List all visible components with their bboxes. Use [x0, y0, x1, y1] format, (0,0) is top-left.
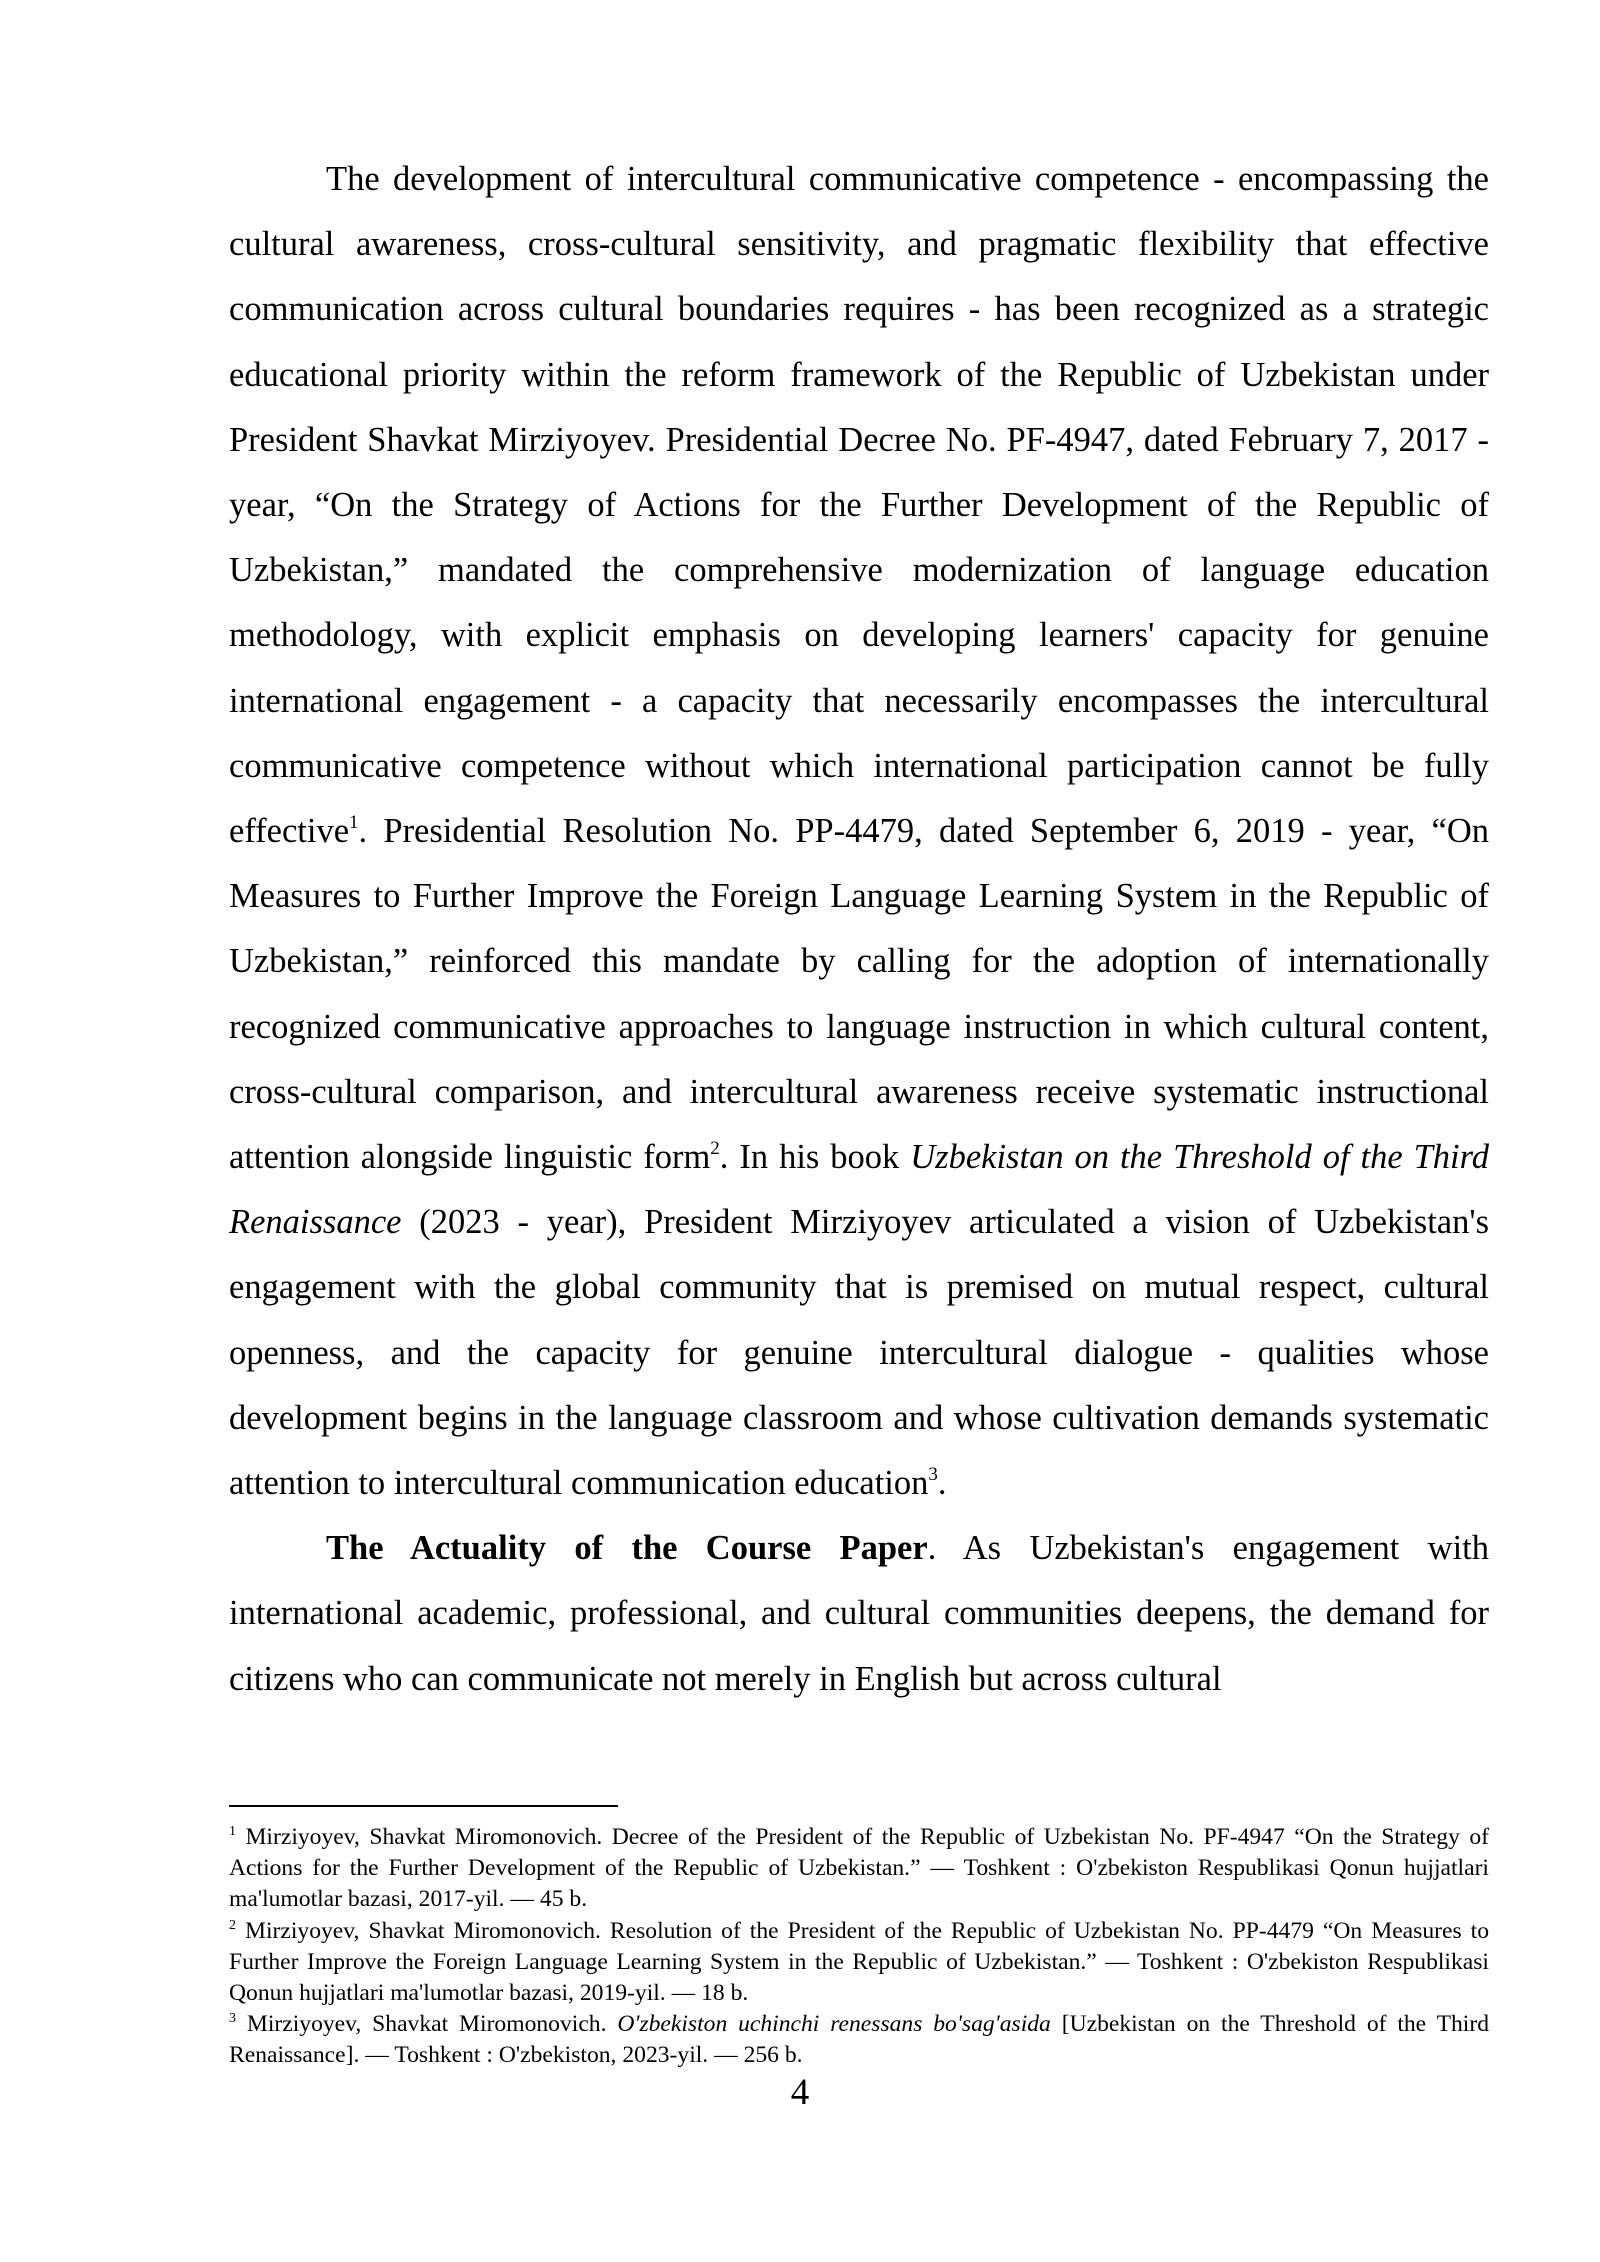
- page-number: 4: [790, 2072, 810, 2113]
- section-heading-actuality: The Actuality of the Course Paper: [326, 1529, 928, 1568]
- paragraph-1-text-b: . Presidential Resolution No. PP-4479, dated September 6, 2019 - year, “On Measures to Further Improve the Foreign Language Learning System in the Republic of Uzbekistan,” reinforced this mandate by calling for the adoption of internationally recognized communicative approaches to language instruction in which cultural content, cross-cultural comparison, and intercultural awareness receive systematic instructional attention alongside linguistic form: [229, 812, 1489, 1177]
- paragraph-1: [229, 147, 1489, 1516]
- footnote-3-text-pre: Mirziyoyev, Shavkat Miromonovich.: [236, 2011, 618, 2038]
- footnote-3-number: 3: [229, 2011, 236, 2027]
- footnote-1-number: 1: [229, 1824, 236, 1840]
- footnote-2: [229, 1916, 1489, 2010]
- paragraph-1-text-c: . In his book: [719, 1138, 911, 1177]
- footnote-ref-3[interactable]: 3: [928, 1463, 938, 1485]
- book-title: Uzbekistan on the Threshold of the Third Renaissance: [229, 1138, 1490, 1242]
- footnote-2-text: Mirziyoyev, Shavkat Miromonovich. Resolution of the President of the Republic of Uzbekistan No. PP-4479 “On Measures to Further Improve the Foreign Language Learning System in the Republic of Uzbekistan.” — Toshkent : O'zbekiston Respublikasi Qonun hujjatlari ma'lumotlar bazasi, 2019-yil. — 18 b.: [229, 1917, 1489, 2007]
- paragraph-1-text-d: (2023 - year), President Mirziyoyev articulated a vision of Uzbekistan's engagement with the global community that is premised on mutual respect, cultural openness, and the capacity for genuine intercultural dialogue - qualities whose development begins in the language classroom and whose cultivation demands systematic attention to intercultural communication education: [229, 1203, 1489, 1503]
- footnotes: [229, 1822, 1489, 2072]
- footnote-ref-1[interactable]: 1: [349, 811, 359, 833]
- paragraph-1-text-e: .: [937, 1464, 947, 1503]
- paragraph-2: [229, 1516, 1489, 1712]
- body-text: [229, 147, 1489, 1712]
- footnote-3-text-post: [Uzbekistan on the Threshold of the Third Renaissance]. — Toshkent : O'zbekiston, 2023-yil. — 256 b.: [229, 2011, 1490, 2069]
- footnote-ref-2[interactable]: 2: [710, 1137, 720, 1159]
- footnote-3: [229, 2009, 1489, 2071]
- footnote-1: [229, 1822, 1489, 1916]
- footnote-1-text: Mirziyoyev, Shavkat Miromonovich. Decree of the President of the Republic of Uzbekistan No. PF-4947 “On the Strategy of Actions for the Further Development of the Republic of Uzbekistan.” — Toshkent : O'zbekiston Respublikasi Qonun hujjatlari ma'lumotlar bazasi, 2017-yil. — 45 b.: [229, 1824, 1489, 1913]
- footnote-2-number: 2: [229, 1917, 236, 1933]
- paragraph-1-text-a: The development of intercultural communicative competence - encompassing the cultural awareness, cross-cultural sensitivity, and pragmatic flexibility that effective communication across cultural boundaries requires - has been recognized as a strategic educational priority within the reform framework of the Republic of Uzbekistan under President Shavkat Mirziyoyev. Presidential Decree No. PF-4947, dated February 7, 2017 - year, “On the Strategy of Actions for the Further Development of the Republic of Uzbekistan,” mandated the comprehensive modernization of language education methodology, with explicit emphasis on developing learners' capacity for genuine international engagement - a capacity that necessarily encompasses the intercultural communicative competence without which international participation cannot be fully effective: [229, 160, 1489, 851]
- footnote-separator: [229, 1805, 618, 1807]
- footnote-3-book-title: O'zbekiston uchinchi renessans bo'sag'asida: [617, 2011, 1051, 2038]
- paragraph-2-text: . As Uzbekistan's engagement with international academic, professional, and cultural communities deepens, the demand for citizens who can communicate not merely in English but across cultural: [229, 1529, 1489, 1698]
